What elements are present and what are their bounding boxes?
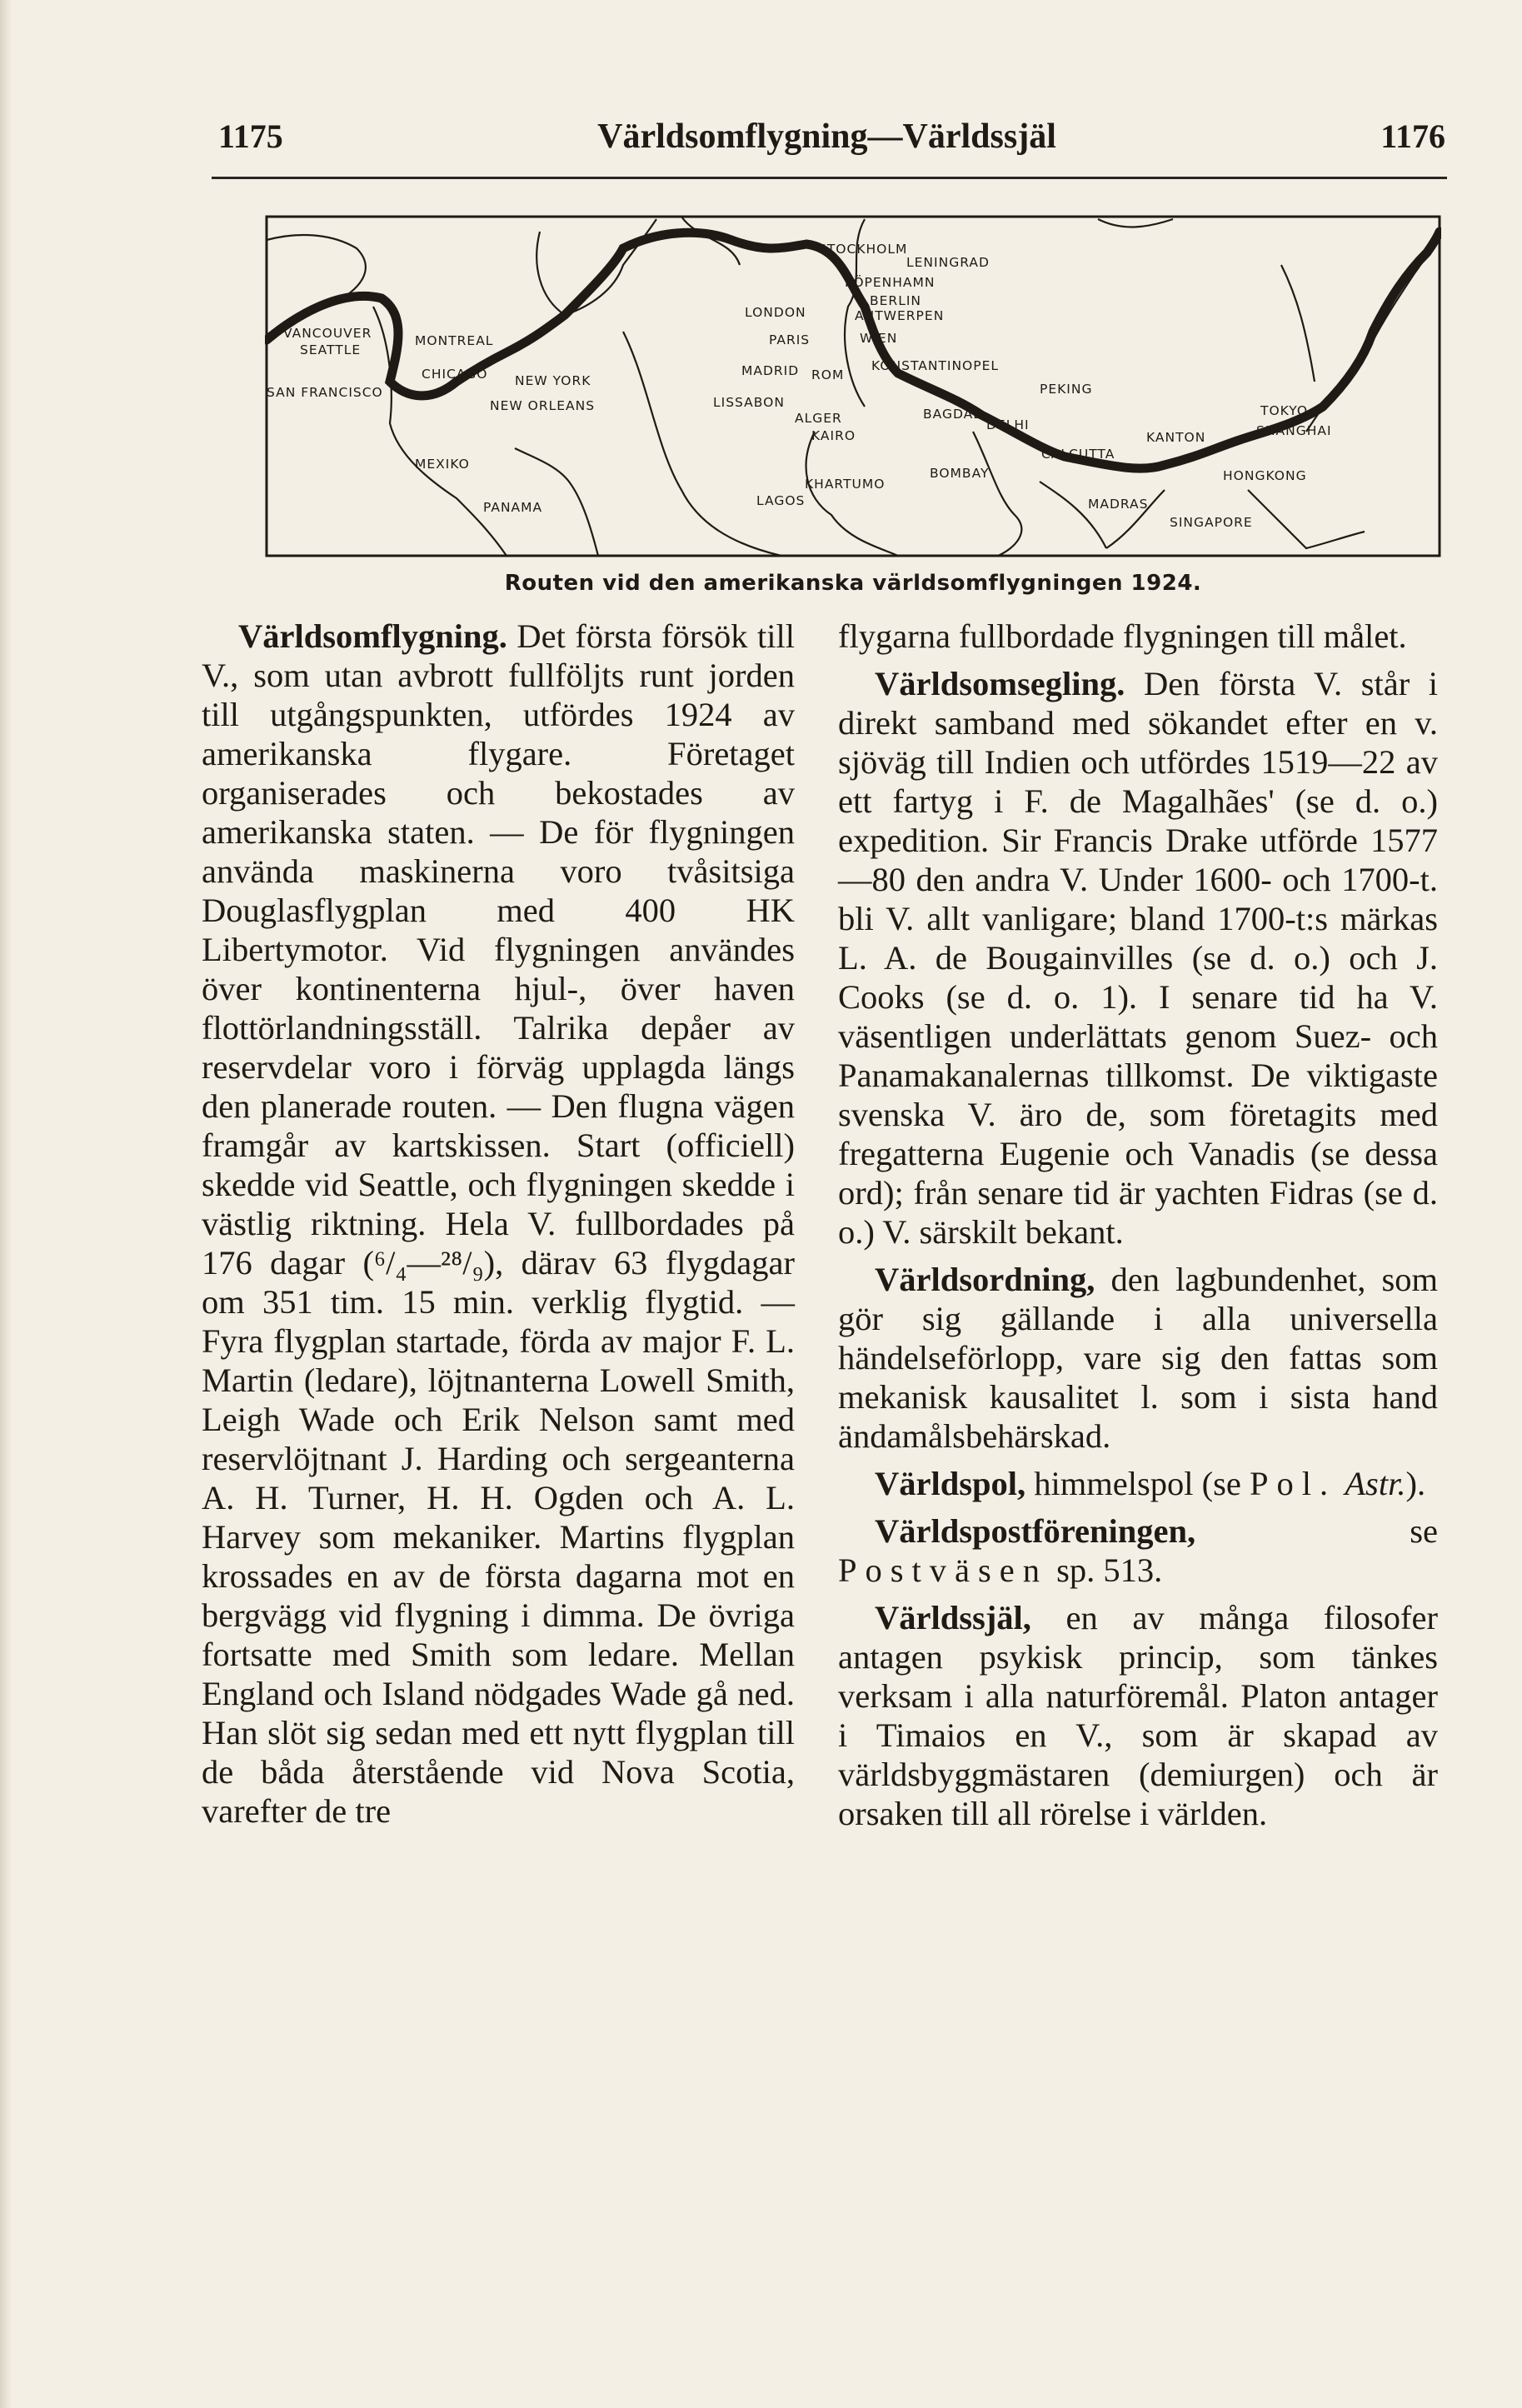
end-varldspol: ).	[1405, 1465, 1426, 1502]
label-vancouver: VANCOUVER	[283, 326, 372, 341]
label-san-francisco: SAN FRANCISCO	[267, 385, 383, 400]
label-new-orleans: NEW ORLEANS	[490, 398, 596, 413]
label-konstantinopel: KONSTANTINOPEL	[871, 358, 1000, 373]
body-varldspol: himmelspol (se	[1025, 1465, 1250, 1502]
entry-varldspostforeningen	[838, 1511, 1438, 1590]
header-rule	[212, 177, 1447, 179]
entry-varldssjal	[838, 1598, 1438, 1833]
body-varldsomflygning: Det första försök till V., som utan avbrott fullföljts runt jorden till utgångspunkten, utfördes 1924 av amerikanska flygare. Företaget organiserades och bekostades av amerikanska staten. — De för flygningen använda maskinerna voro tvåsitsiga Douglasflygplan med 400 HK Libertymotor. Vid flygningen användes över kontinenterna hjul-, över haven flottörlandningsställ. Talrika depåer av reservdelar voro i förväg upplagda längs den planerade routen. — Den flugna vägen framgår av kartskissen. Start (officiell) skedde vid Seattle, och flygningen skedde i västlig riktning. Hela V. fullbordades på 176 dagar (⁶/₄—²⁸/₉), därav 63 flygdagar om 351 tim. 15 min. verklig flygtid. — Fyra flygplan startade, förda av major F. L. Martin (ledare), löjtnanterna Lowell Smith, Leigh Wade och Erik Nelson samt med reservlöjtnant J. Harding och sergeanterna A. H. Turner, H. H. Ogden och A. L. Harvey som mekaniker. Martins flygplan krossades en av de första dagarna mot en bergvägg vid flygning i dimma. De övriga fortsatte med Smith som ledare. Mellan England och Island nödgades Wade gå ned. Han slöt sig sedan med ett nytt flygplan till de båda återstående vid Nova Scotia, varefter de tre	[202, 617, 795, 1830]
entry-varldsomflygning	[202, 617, 795, 1831]
end-varldspostforeningen: sp. 513.	[1048, 1551, 1163, 1589]
label-lissabon: LISSABON	[713, 395, 785, 410]
label-berlin: BERLIN	[870, 293, 921, 308]
label-mexiko: MEXIKO	[415, 457, 470, 472]
page-number-right: 1176	[1380, 117, 1445, 155]
entry-varldsordning	[838, 1260, 1438, 1456]
coast-india-west	[1040, 482, 1106, 548]
label-london: LONDON	[745, 305, 806, 320]
coast-africa-east	[973, 432, 1021, 556]
label-kanton: KANTON	[1146, 430, 1206, 445]
label-tokyo: TOKYO	[1260, 403, 1309, 418]
body-varldssjal: en av många filosofer antagen psykisk princip, som tänkes verksam i alla naturföremål. Platon antager i Timaios en V., som är skapad av världsbyggmästaren (demiurgen) och är orsaken till all rörelse i världen.	[838, 1599, 1438, 1832]
label-khartumo: KHARTUMO	[805, 477, 886, 492]
body-varldsomsegling: Den första V. står i direkt samband med sökandet efter en v. sjöväg till Indien och utfördes 1519—22 av ett fartyg i F. de Magalhães' (se d. o.) expedition. Sir Francis Drake utförde 1577—80 den andra V. Under 1600- och 1700-t. bli V. allt vanligare; bland 1700-t:s märkas L. A. de Bougainvilles (se d. o.) och J. Cooks (se d. o. 1). I senare tid ha V. väsentligen underlättats genom Suez- och Panamakanalernas tillkomst. De viktigaste svenska V. äro de, som företagits med fregatterna Eugenie och Vanadis (se dessa ord); från senare tid är yachten Fidras (se d. o.) V. särskilt bekant.	[838, 665, 1438, 1251]
route-map	[265, 215, 1441, 561]
label-peking: PEKING	[1040, 382, 1093, 397]
right-column	[838, 617, 1438, 1841]
page-number-left: 1175	[218, 117, 283, 155]
label-stockholm: STOCKHOLM	[818, 242, 908, 257]
ref-pol: Pol.	[1250, 1465, 1337, 1502]
headword-varldspol: Världspol,	[875, 1465, 1026, 1502]
label-seattle: SEATTLE	[300, 342, 362, 357]
entry-varldspol	[838, 1464, 1438, 1503]
continuation-text	[838, 617, 1438, 656]
label-kopenhamn: KÖPENHAMN	[845, 275, 936, 290]
coast-hudson	[536, 219, 656, 315]
map-labels	[267, 242, 1332, 530]
label-kairo: KAIRO	[811, 428, 856, 443]
coast-malaya	[1248, 490, 1365, 548]
running-title: Världsomflygning—Världssjäl	[597, 117, 1056, 156]
label-wien: WIEN	[860, 331, 898, 346]
label-panama: PANAMA	[483, 500, 543, 515]
label-singapore: SINGAPORE	[1170, 515, 1253, 530]
label-antwerpen: ANTWERPEN	[855, 308, 945, 323]
coast-alaska	[267, 235, 366, 294]
label-shanghai: SHANGHAI	[1256, 423, 1332, 438]
headword-varldspostforeningen: Världspostföreningen,	[875, 1512, 1196, 1550]
coast-korea	[1281, 265, 1315, 382]
label-calcutta: CALCUTTA	[1041, 447, 1115, 462]
label-madras: MADRAS	[1088, 497, 1149, 512]
headword-varldssjal: Världssjäl,	[875, 1599, 1031, 1636]
map-caption: Routen vid den amerikanska världsomflygningen 1924.	[504, 571, 1202, 596]
left-column	[202, 617, 795, 1839]
label-bagdad: BAGDAD	[923, 407, 985, 422]
label-paris: PARIS	[769, 332, 811, 347]
coast-arctic	[1098, 219, 1173, 227]
headword-varldsomsegling: Världsomsegling.	[875, 665, 1125, 702]
page-edge	[0, 0, 12, 2408]
entry-varldsomsegling	[838, 664, 1438, 1251]
label-leningrad: LENINGRAD	[906, 255, 990, 270]
label-bombay: BOMBAY	[930, 466, 990, 481]
page-header	[208, 117, 1445, 175]
label-lagos: LAGOS	[756, 493, 806, 508]
label-new-york: NEW YORK	[515, 373, 591, 388]
label-alger: ALGER	[795, 411, 842, 426]
headword-varldsordning: Världsordning,	[875, 1261, 1095, 1298]
ref-astr: Astr.	[1345, 1465, 1406, 1502]
label-montreal: MONTREAL	[415, 333, 494, 348]
body-varldspostforeningen: se	[1195, 1512, 1438, 1550]
route-map-svg	[265, 215, 1441, 561]
headword-varldsomflygning: Världsomflygning.	[238, 617, 507, 655]
label-chicago: CHICAGO	[422, 367, 488, 382]
ref-postvasen: Postväsen	[838, 1551, 1048, 1589]
label-madrid: MADRID	[741, 363, 800, 378]
label-hongkong: HONGKONG	[1223, 468, 1307, 483]
label-rom: ROM	[811, 367, 845, 382]
body-varldsordning: den lagbundenhet, som gör sig gällande i alla universella händelseförlopp, vare sig den fattas som mekanisk kausalitet l. som i sista hand ändamålsbehärskad.	[838, 1261, 1438, 1455]
label-delhi: DELHI	[986, 417, 1030, 432]
body-continuation: flygarna fullbordade flygningen till målet.	[838, 617, 1407, 655]
coast-africa-west	[806, 432, 898, 556]
